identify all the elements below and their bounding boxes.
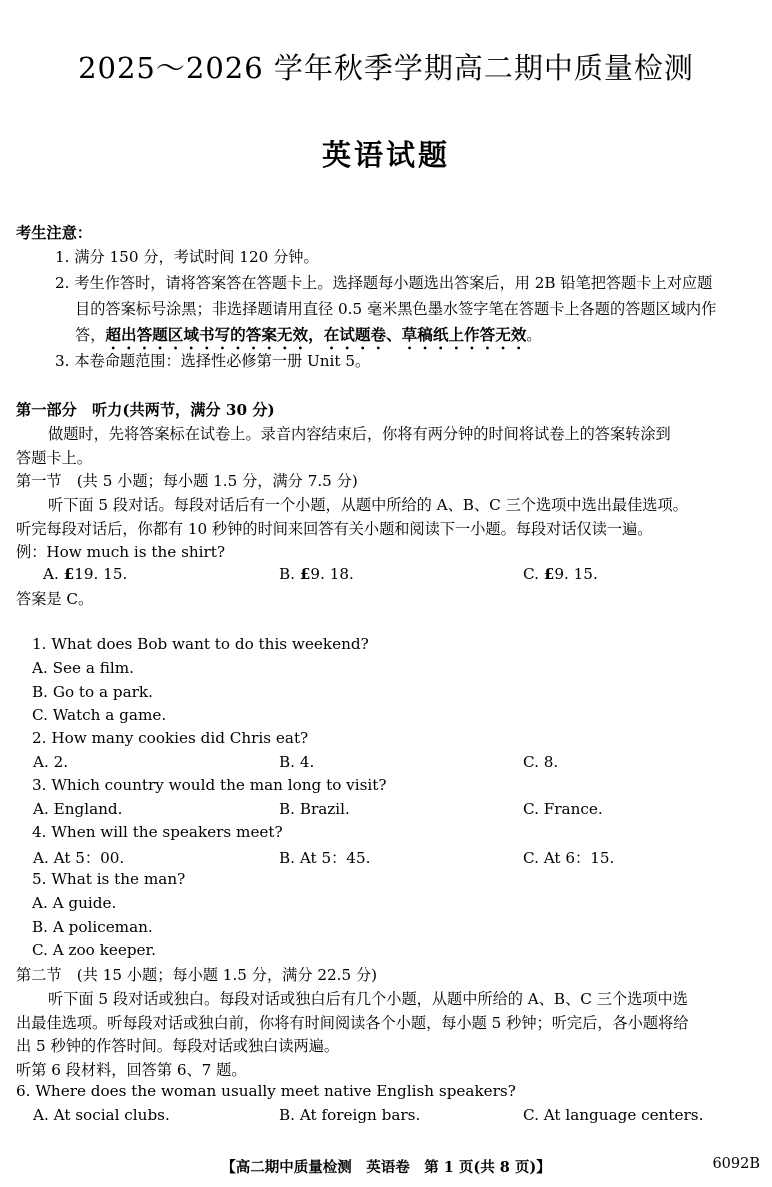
paper-code: 6092B [712,1156,760,1172]
notice-emphasis: 超出答题区域书写的答案无效，在试题卷、草稿纸上作答无效 [105,326,527,344]
question-6: 6. Where does the woman usually meet native English speakers? [16,1082,516,1100]
question-3-option-c: C. France. [523,800,603,818]
question-1: 1. What does Bob want to do this weekend? [32,635,369,653]
section2-intro-line-2: 出最佳选项。听每段对话或独白前，你将有时间阅读各个小题，每小题 5 秒钟；听完后，各小题将给 [16,1014,689,1032]
example-option-c-label: C. [523,565,539,583]
question-1-option-c: C. Watch a game. [32,706,167,724]
pound-icon: £ [299,565,311,583]
part1-heading: 第一部分 听力(共两节，满分 30 分) [16,401,275,419]
exam-title: 2025～2026 学年秋季学期高二期中质量检测 [78,51,694,85]
example-option-a-value: 19. 15. [74,565,128,583]
question-4-option-c: C. At 6：15. [523,849,615,867]
example-option-b-label: B. [279,565,295,583]
question-4-option-b: B. At 5：45. [279,849,371,867]
question-2-option-b: B. 4. [279,753,315,771]
question-2-option-a: A. 2. [33,753,69,771]
question-6-option-b: B. At foreign bars. [279,1106,421,1124]
example-option-c-value: 9. 15. [554,565,598,583]
subject-title: 英语试题 [321,138,450,172]
section2-material: 听第 6 段材料，回答第 6、7 题。 [16,1061,247,1079]
question-3-option-a: A. England. [33,800,123,818]
question-5: 5. What is the man? [32,870,186,888]
notice-heading: 考生注意： [16,224,92,242]
example-option-b-value: 9. 18. [310,565,354,583]
question-6-option-c: C. At language centers. [523,1106,704,1124]
question-3-option-b: B. Brazil. [279,800,350,818]
question-4: 4. When will the speakers meet? [32,823,283,841]
section2-heading: 第二节 (共 15 小题；每小题 1.5 分，满分 22.5 分) [16,966,378,984]
notice-item-1: 1. 满分 150 分，考试时间 120 分钟。 [55,248,319,266]
page-footer: 【高二期中质量检测 英语卷 第 1 页(共 8 页)】 [221,1159,551,1176]
example-question: 例：How much is the shirt? [16,543,226,561]
question-5-option-b: B. A policeman. [32,918,153,936]
section2-intro-line-1: 听下面 5 段对话或独白。每段对话或独白后有几个小题，从题中所给的 A、B、C 三个选项中选 [48,990,688,1008]
example-answer: 答案是 C。 [16,590,94,608]
pound-icon: £ [63,565,75,583]
section1-heading: 第一节 (共 5 小题；每小题 1.5 分，满分 7.5 分) [16,472,358,490]
notice-item-3: 3. 本卷命题范围：选择性必修第一册 Unit 5。 [55,352,371,370]
example-option-c [523,565,598,583]
example-option-a-label: A. [43,565,59,583]
question-3: 3. Which country would the man long to visit? [32,776,387,794]
part1-intro-line-2: 答题卡上。 [16,449,92,467]
notice-item-2-line-2: 目的答案标号涂黑；非选择题请用直径 0.5 毫米黑色墨水签字笔在答题卡上各题的答题区域内作 [75,300,717,318]
section1-intro-line-1: 听下面 5 段对话。每段对话后有一个小题，从题中所给的 A、B、C 三个选项中选出最佳选项。 [48,496,688,514]
question-6-option-a: A. At social clubs. [33,1106,170,1124]
notice-item-2-line-3-prefix: 答， [75,326,106,344]
question-1-option-a: A. See a film. [32,659,134,677]
example-option-b [279,565,354,583]
question-1-option-b: B. Go to a park. [32,683,153,701]
example-option-a [43,565,127,583]
question-5-option-a: A. A guide. [32,894,117,912]
notice-item-2-line-3 [75,323,542,353]
part1-intro-line-1: 做题时，先将答案标在试卷上。录音内容结束后，你将有两分钟的时间将试卷上的答案转涂到 [48,425,671,443]
notice-item-2-line-1: 2. 考生作答时，请将答案答在答题卡上。选择题每小题选出答案后，用 2B 铅笔把答题卡上对应题 [55,274,713,292]
pound-icon: £ [543,565,555,583]
question-4-option-a: A. At 5：00. [33,849,125,867]
section1-intro-line-2: 听完每段对话后，你都有 10 秒钟的时间来回答有关小题和阅读下一小题。每段对话仅读一遍。 [16,520,653,538]
notice-item-2-line-3-end: 。 [526,326,542,344]
question-2-option-c: C. 8. [523,753,559,771]
question-5-option-c: C. A zoo keeper. [32,941,156,959]
question-2: 2. How many cookies did Chris eat? [32,729,309,747]
section2-intro-line-3: 出 5 秒钟的作答时间。每段对话或独白读两遍。 [16,1037,340,1055]
